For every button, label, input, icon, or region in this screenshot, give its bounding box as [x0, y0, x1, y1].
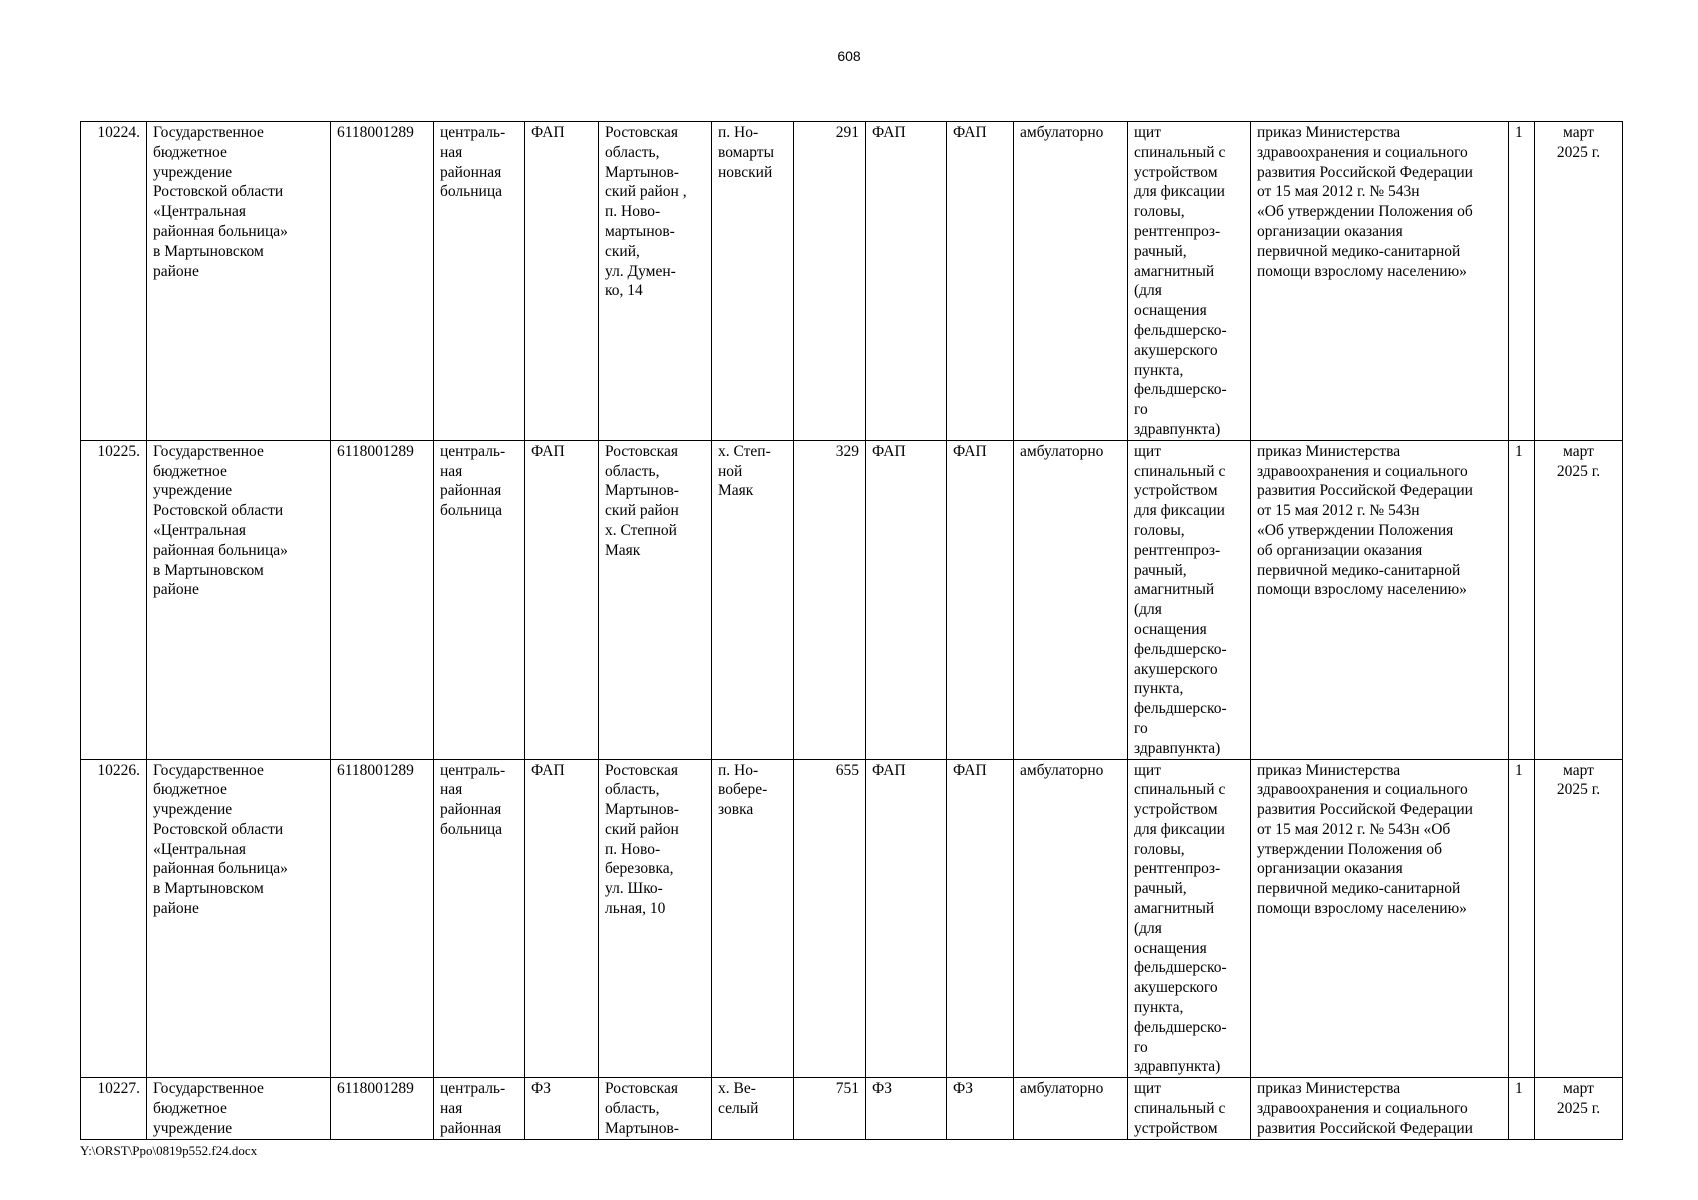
cell-settlement: х. Ве- селый [712, 1078, 794, 1139]
cell-unit-kind: ФАП [947, 759, 1014, 1078]
cell-quantity: 1 [1509, 759, 1535, 1078]
cell-unit-type: ФАП [866, 440, 947, 759]
cell-inn: 6118001289 [331, 440, 434, 759]
footer-file-path: Y:\ORST\Ppo\0819p552.f24.docx [80, 1143, 258, 1158]
cell-row-number: 10227. [81, 1078, 147, 1139]
cell-population: 751 [794, 1078, 866, 1139]
cell-quantity: 1 [1509, 122, 1535, 441]
cell-institution: Государственное бюджетное учреждение Ростовской области «Центральная районная больница» в Мартыновском районе [147, 759, 331, 1078]
cell-institution-type: централь- ная районная больница [434, 122, 525, 441]
cell-equipment: щит спинальный с устройством для фиксации головы, рентгенпроз- рачный, амагнитный (для оснащения фельдшерско- акушерского пункта, фельдшерско- го здравпункта) [1128, 759, 1251, 1078]
cell-unit: ФАП [525, 440, 599, 759]
registry-table [80, 121, 1623, 1140]
cell-date: март 2025 г. [1535, 122, 1623, 441]
cell-institution: Государственное бюджетное учреждение Ростовской области «Центральная районная больница» в Мартыновском районе [147, 122, 331, 441]
cell-settlement: п. Но- вомарты новский [712, 122, 794, 441]
cell-unit-kind: ФАП [947, 122, 1014, 441]
cell-unit: ФАП [525, 122, 599, 441]
cell-quantity: 1 [1509, 440, 1535, 759]
cell-institution-type: централь- ная районная [434, 1078, 525, 1139]
cell-quantity: 1 [1509, 1078, 1535, 1139]
cell-unit-type: ФАП [866, 759, 947, 1078]
cell-address: Ростовская область, Мартынов- ский район п. Ново- березовка, ул. Шко- льная, 10 [599, 759, 712, 1078]
table-row [81, 1078, 1623, 1139]
cell-care-condition: амбулаторно [1014, 1078, 1128, 1139]
table-row [81, 440, 1623, 759]
cell-institution: Государственное бюджетное учреждение [147, 1078, 331, 1139]
cell-institution-type: централь- ная районная больница [434, 759, 525, 1078]
cell-inn: 6118001289 [331, 122, 434, 441]
cell-settlement: п. Но- вобере- зовка [712, 759, 794, 1078]
cell-settlement: х. Степ- ной Маяк [712, 440, 794, 759]
cell-address: Ростовская область, Мартынов- [599, 1078, 712, 1139]
cell-inn: 6118001289 [331, 759, 434, 1078]
cell-unit-type: ФАП [866, 122, 947, 441]
cell-row-number: 10224. [81, 122, 147, 441]
cell-institution-type: централь- ная районная больница [434, 440, 525, 759]
cell-order: приказ Министерства здравоохранения и социального развития Российской Федерации от 15 мая 2012 г. № 543н «Об утверждении Положения об организации оказания первичной медико-санитарной помощи взрослому населению» [1251, 759, 1509, 1078]
cell-address: Ростовская область, Мартынов- ский район х. Степной Маяк [599, 440, 712, 759]
cell-unit: ФАП [525, 759, 599, 1078]
cell-care-condition: амбулаторно [1014, 440, 1128, 759]
cell-population: 655 [794, 759, 866, 1078]
cell-institution: Государственное бюджетное учреждение Ростовской области «Центральная районная больница» в Мартыновском районе [147, 440, 331, 759]
cell-address: Ростовская область, Мартынов- ский район , п. Ново- мартынов- ский, ул. Думен- ко, 14 [599, 122, 712, 441]
cell-date: март 2025 г. [1535, 759, 1623, 1078]
cell-equipment: щит спинальный с устройством [1128, 1078, 1251, 1139]
cell-row-number: 10226. [81, 759, 147, 1078]
cell-unit: ФЗ [525, 1078, 599, 1139]
page-number: 608 [837, 48, 861, 64]
cell-population: 329 [794, 440, 866, 759]
cell-row-number: 10225. [81, 440, 147, 759]
table-row [81, 122, 1623, 441]
cell-date: март 2025 г. [1535, 1078, 1623, 1139]
cell-date: март 2025 г. [1535, 440, 1623, 759]
cell-unit-kind: ФЗ [947, 1078, 1014, 1139]
cell-equipment: щит спинальный с устройством для фиксации головы, рентгенпроз- рачный, амагнитный (для оснащения фельдшерско- акушерского пункта, фельдшерско- го здравпункта) [1128, 122, 1251, 441]
cell-care-condition: амбулаторно [1014, 759, 1128, 1078]
cell-population: 291 [794, 122, 866, 441]
cell-unit-kind: ФАП [947, 440, 1014, 759]
cell-order: приказ Министерства здравоохранения и социального развития Российской Федерации от 15 мая 2012 г. № 543н «Об утверждении Положения об организации оказания первичной медико-санитарной помощи взрослому населению» [1251, 440, 1509, 759]
cell-care-condition: амбулаторно [1014, 122, 1128, 441]
cell-equipment: щит спинальный с устройством для фиксации головы, рентгенпроз- рачный, амагнитный (для оснащения фельдшерско- акушерского пункта, фельдшерско- го здравпункта) [1128, 440, 1251, 759]
cell-order: приказ Министерства здравоохранения и социального развития Российской Федерации от 15 мая 2012 г. № 543н «Об утверждении Положения об организации оказания первичной медико-санитарной помощи взрослому населению» [1251, 122, 1509, 441]
cell-inn: 6118001289 [331, 1078, 434, 1139]
table-row [81, 759, 1623, 1078]
cell-unit-type: ФЗ [866, 1078, 947, 1139]
cell-order: приказ Министерства здравоохранения и социального развития Российской Федерации [1251, 1078, 1509, 1139]
